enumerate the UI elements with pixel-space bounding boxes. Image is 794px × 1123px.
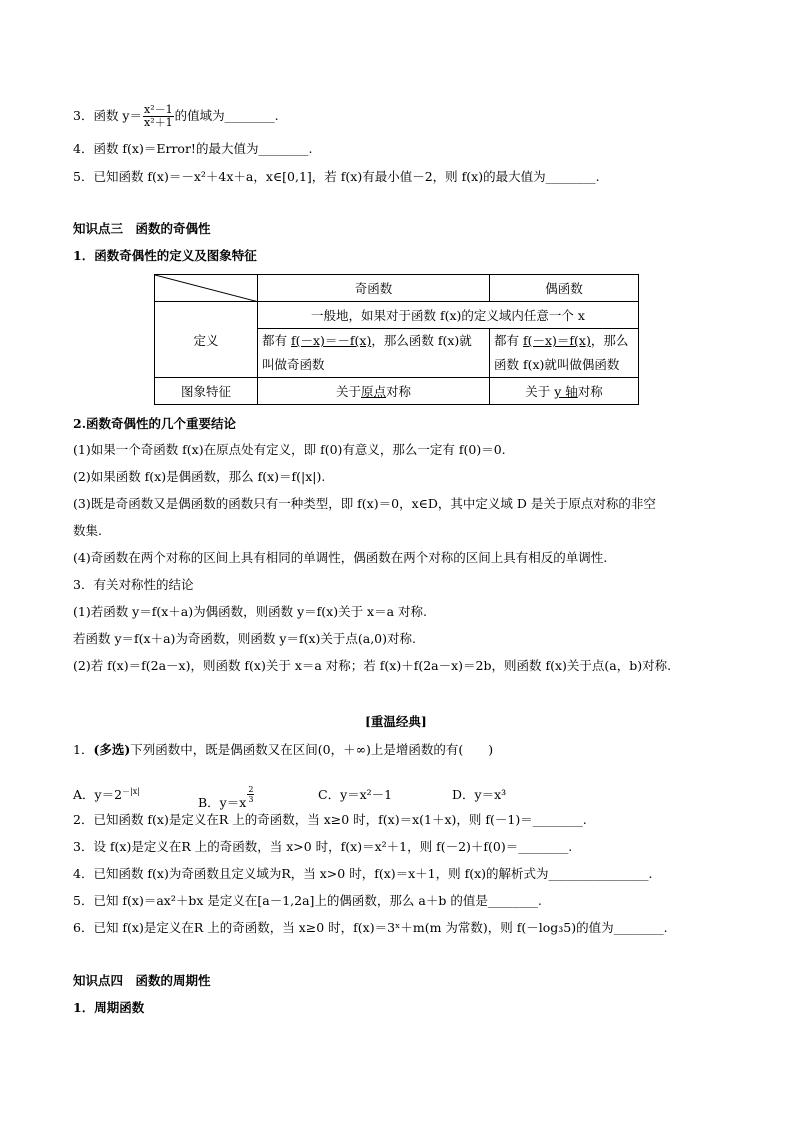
subheading-definition: 1．函数奇偶性的定义及图象特征 (73, 248, 257, 263)
q3-suffix: 的值域为________. (174, 108, 279, 123)
definition-common: 一般地，如果对于函数 f(x)的定义域内任意一个 x (258, 302, 639, 329)
review-question-5: 5．已知 f(x)＝ax²＋bx 是定义在[a－1,2a]上的偶函数，那么 a＋b 的值是________. (73, 893, 542, 908)
review-question-6: 6．已知 f(x)是定义在R 上的奇函数，当 x≥0 时，f(x)＝3ˣ＋m(m 为常数)，则 f(－log₃5)的值为________. (73, 920, 668, 935)
option-b: B．y＝x $\frac{2}{3}$ (198, 785, 254, 811)
review-question-2: 2．已知函数 f(x)是定义在R 上的奇函数，当 x≥0 时，f(x)＝x(1＋x)，则 f(－1)＝________. (73, 812, 587, 827)
section-title-kp3: 知识点三 函数的奇偶性 (73, 221, 211, 236)
header-odd: 奇函数 (258, 275, 490, 302)
parity-table (154, 274, 639, 405)
subheading-periodic: 1．周期函数 (73, 1000, 145, 1015)
section-title-kp4: 知识点四 函数的周期性 (73, 973, 211, 988)
q3-denominator: x²＋1 (144, 116, 173, 129)
option-d: D．y＝x³ (452, 787, 507, 802)
question-4: 4．函数 f(x)＝Error!的最大值为________. (73, 141, 313, 156)
symmetry-2: (2)若 f(x)＝f(2a－x)，则函数 f(x)关于 x＝a 对称；若 f(x)＋f(2a－x)＝2b，则函数 f(x)关于点(a，b)对称. (73, 658, 672, 673)
conclusion-1: (1)如果一个奇函数 f(x)在原点处有定义，即 f(0)有意义，那么一定有 f(0)＝0. (73, 442, 506, 457)
option-a: A．$y=2^{-|x|}$ (73, 786, 140, 802)
symmetry-1b: 若函数 y＝f(x＋a)为奇函数，则函数 y＝f(x)关于点(a,0)对称. (73, 631, 416, 646)
symmetry-1: (1)若函数 y＝f(x＋a)为偶函数，则函数 y＝f(x)关于 x＝a 对称. (73, 604, 428, 619)
even-graph: 关于 y 轴对称 (490, 378, 639, 405)
header-even: 偶函数 (490, 275, 639, 302)
even-condition: f(－x)＝f(x) (522, 333, 591, 348)
subheading-conclusions: 2.函数奇偶性的几个重要结论 (73, 416, 237, 431)
exponent-fraction: $\frac{2}{3}$ (248, 785, 254, 804)
even-definition: 都有 f(－x)＝f(x)，那么 函数 f(x)就叫做偶函数 (490, 329, 639, 378)
question-3 (73, 104, 279, 129)
q3-numerator: x²－1 (144, 103, 173, 116)
diagonal-line (155, 275, 259, 302)
odd-graph: 关于原点对称 (258, 378, 490, 405)
q3-prefix: 3．函数 y＝ (73, 108, 142, 123)
odd-definition: 都有 f(－x)＝－f(x)，那么函数 f(x)就 叫做奇函数 (258, 329, 490, 378)
option-c: C．y＝x²－1 (318, 787, 393, 802)
odd-condition: f(－x)＝－f(x) (290, 333, 372, 348)
conclusion-3: (3)既是奇函数又是偶函数的函数只有一种类型，即 f(x)＝0，x∈D，其中定义域 D 是关于原点对称的非空 (73, 496, 656, 511)
row-label-graph: 图象特征 (155, 378, 258, 405)
review-title: [重温经典] (365, 714, 427, 729)
conclusion-3-cont: 数集. (73, 523, 102, 538)
review-question-1: 1．(多选)下列函数中，既是偶函数又在区间(0，＋∞)上是增函数的有( ) (73, 742, 494, 757)
question-5: 5．已知函数 f(x)＝－x²＋4x＋a，x∈[0,1]，若 f(x)有最小值－2，则 f(x)的最大值为________. (73, 169, 600, 184)
table-corner-cell (155, 275, 258, 302)
conclusion-4: (4)奇函数在两个对称的区间上具有相同的单调性，偶函数在两个对称的区间上具有相反的单调性. (73, 550, 608, 565)
q3-fraction (143, 104, 174, 129)
review-question-3: 3．设 f(x)是定义在R 上的奇函数，当 x>0 时，f(x)＝x²＋1，则 f(－2)＋f(0)＝________. (73, 839, 573, 854)
row-label-definition: 定义 (155, 302, 258, 378)
subheading-symmetry: 3．有关对称性的结论 (73, 577, 194, 592)
conclusion-2: (2)如果函数 f(x)是偶函数，那么 f(x)＝f(|x|). (73, 469, 326, 484)
multi-select-tag: (多选) (93, 742, 131, 757)
review-question-4: 4．已知函数 f(x)为奇函数且定义域为R，当 x>0 时，f(x)＝x＋1，则 f(x)的解析式为________________. (73, 866, 653, 881)
